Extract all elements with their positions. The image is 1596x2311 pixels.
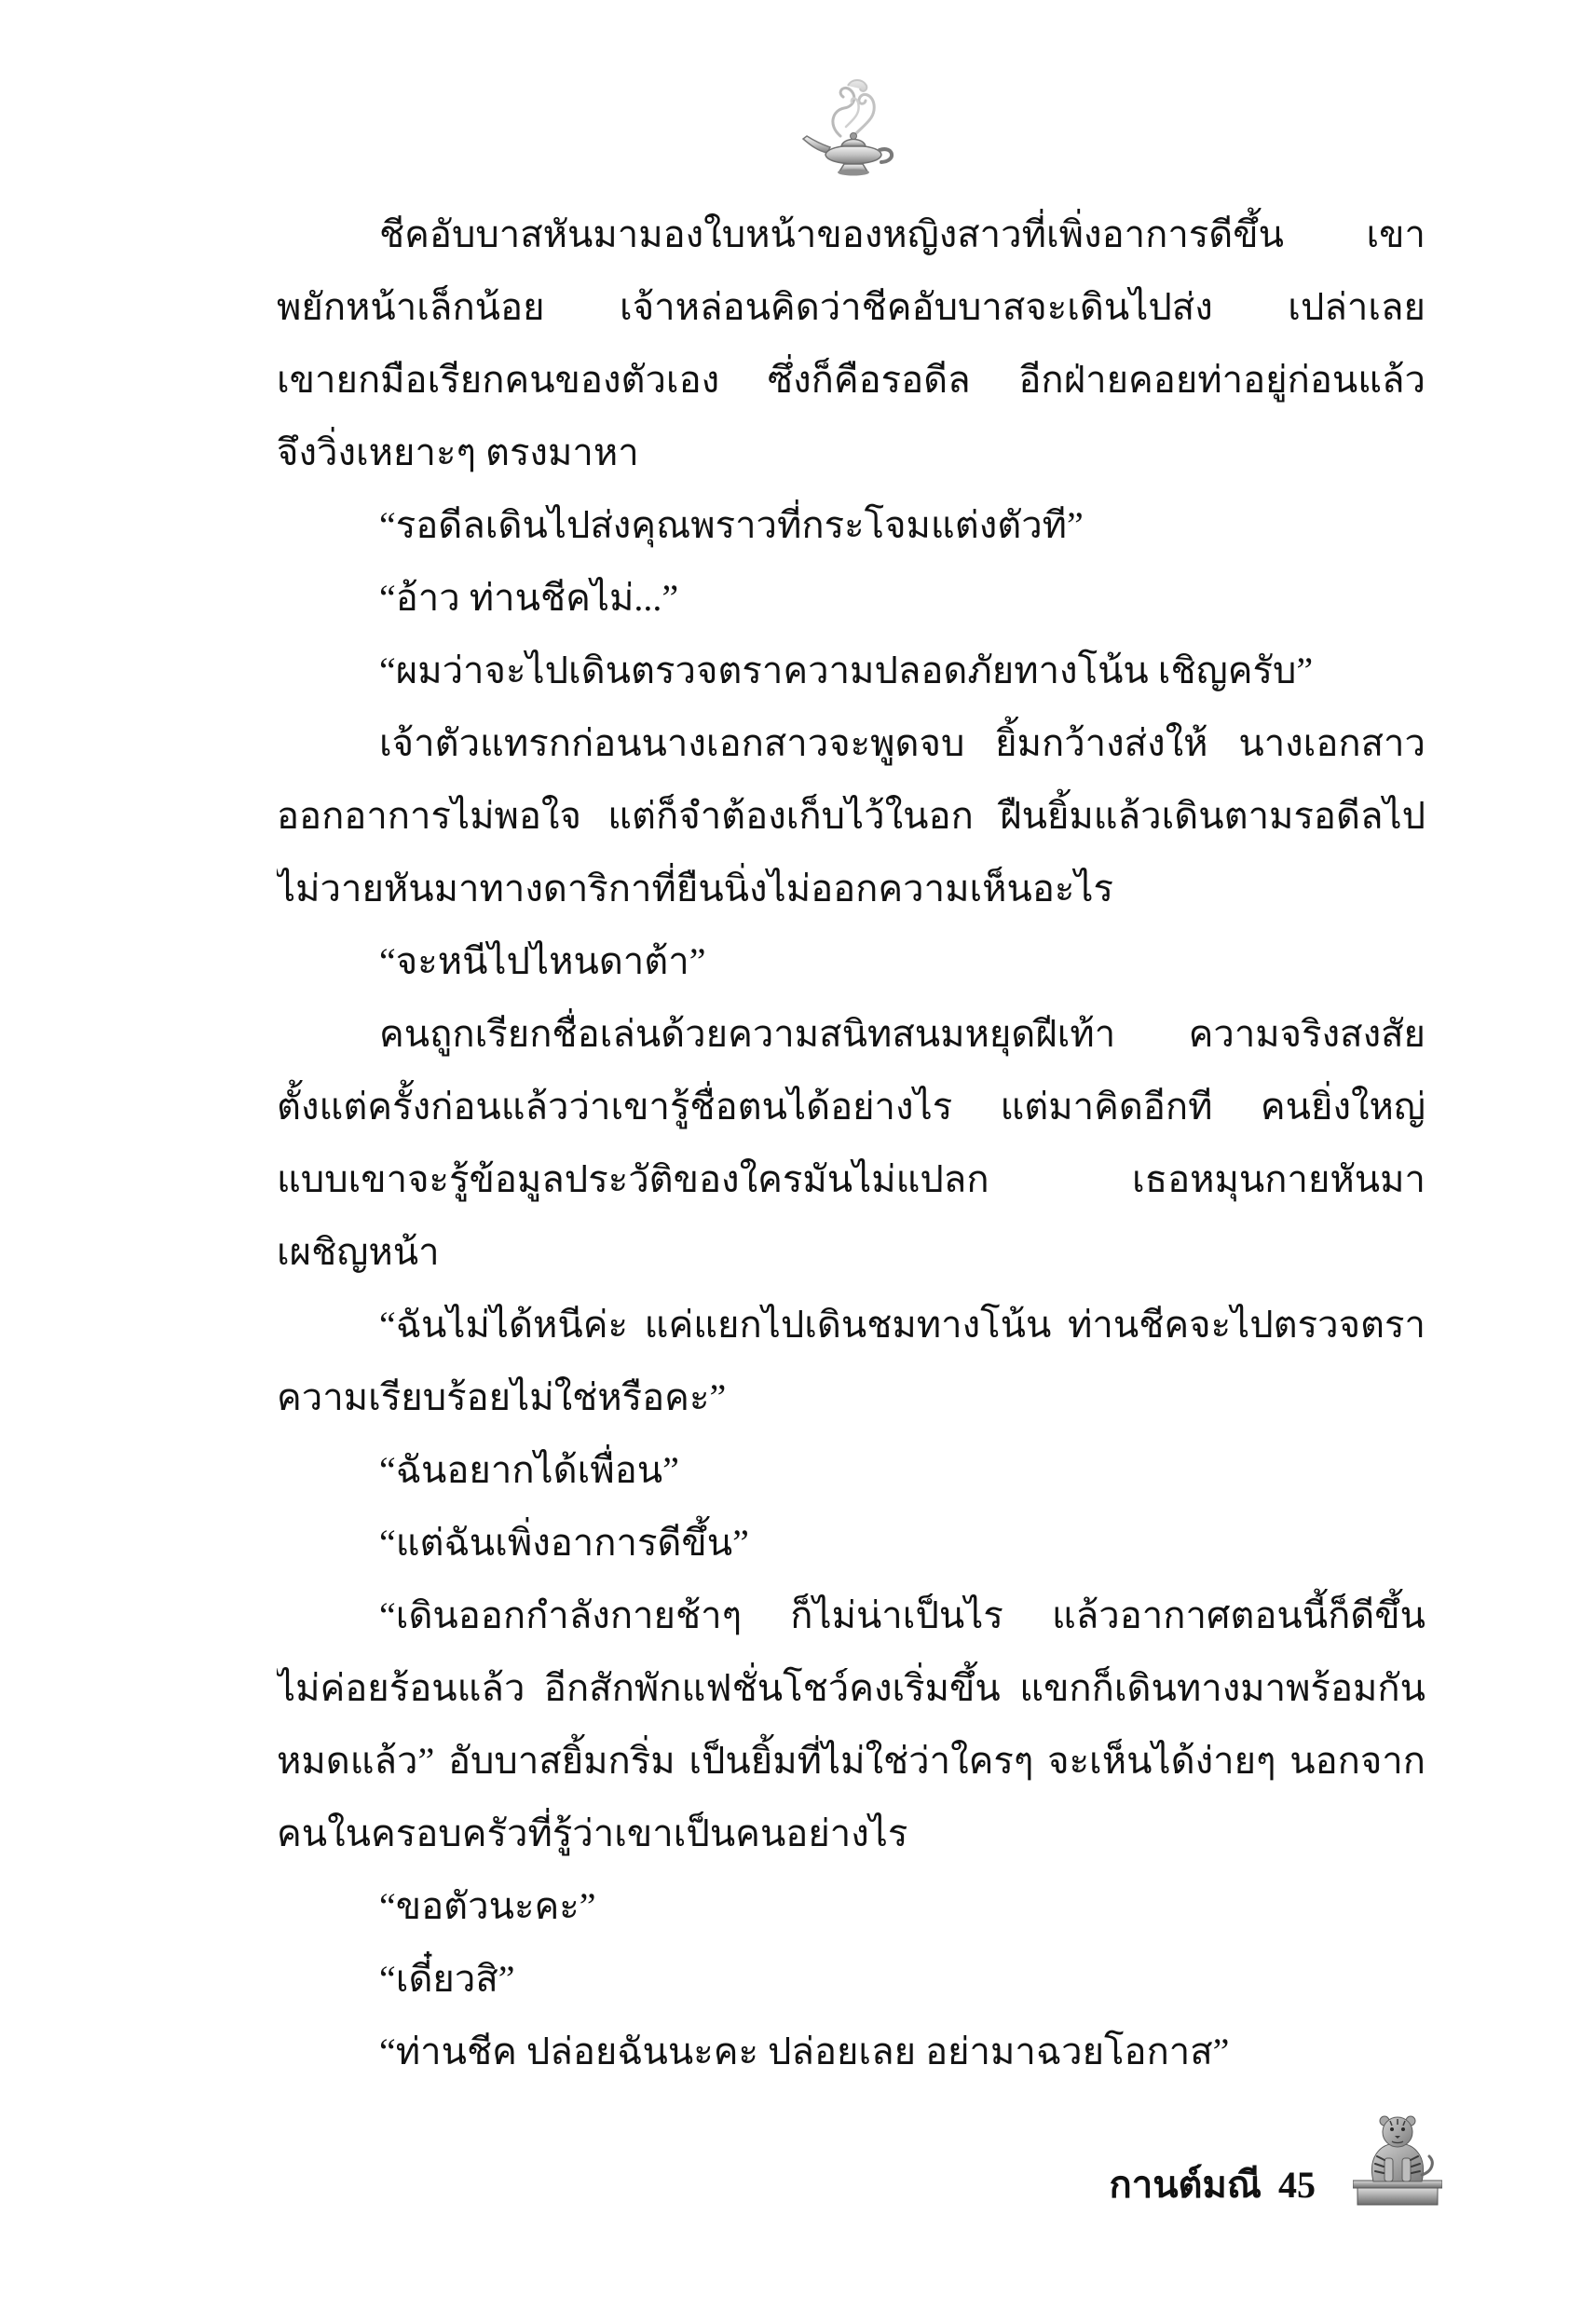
text-line: ไม่ค่อยร้อนแล้ว อีกสักพักแฟชั่นโชว์คงเริ่มขึ้น แขกก็เดินทางมาพร้อมกัน [277,1667,1425,1709]
paragraph [277,925,1425,998]
paragraph [277,489,1425,562]
text-line: “ท่านชีค ปล่อยฉันนะคะ ปล่อยเลย อย่ามาฉวยโอกาส” [379,2031,1230,2072]
text-line: “ฉันอยากได้เพื่อน” [379,1449,679,1491]
paragraph [277,1289,1425,1434]
text-line: เผชิญหน้า [277,1231,440,1273]
text-line: “รอดีลเดินไปส่งคุณพราวที่กระโจมแต่งตัวที” [379,504,1084,546]
tiger-statue-icon [1353,2110,1442,2207]
paragraph [277,1870,1425,1943]
paragraph [277,1579,1425,1870]
text-line: ชีคอับบาสหันมามองใบหน้าของหญิงสาวที่เพิ่งอาการดีขึ้น เขา [379,213,1425,255]
text-line: ความเรียบร้อยไม่ใช่หรือคะ” [277,1376,727,1418]
body-text [277,198,1425,2088]
paragraph [277,562,1425,635]
text-line: หมดแล้ว” อับบาสยิ้มกริ่ม เป็นยิ้มที่ไม่ใช่ว่าใครๆ จะเห็นได้ง่ายๆ นอกจาก [277,1740,1425,1782]
text-line: “เดี๋ยวสิ” [379,1958,515,2000]
paragraph [277,635,1425,707]
text-line: “แต่ฉันเพิ่งอาการดีขึ้น” [379,1522,749,1564]
paragraph [277,1943,1425,2016]
text-line: เขายกมือเรียกคนของตัวเอง ซึ่งก็คือรอดีล อีกฝ่ายคอยท่าอยู่ก่อนแล้ว [277,359,1425,401]
text-line: “ฉันไม่ได้หนีค่ะ แค่แยกไปเดินชมทางโน้น ท่านชีคจะไปตรวจตรา [379,1304,1425,1346]
text-line: เจ้าตัวแทรกก่อนนางเอกสาวจะพูดจบ ยิ้มกว้างส่งให้ นางเอกสาว [379,722,1425,764]
text-line: ตั้งแต่ครั้งก่อนแล้วว่าเขารู้ชื่อตนได้อย่างไร แต่มาคิดอีกที คนยิ่งใหญ่ [277,1086,1425,1128]
text-line: จึงวิ่งเหยาะๆ ตรงมาหา [277,431,639,473]
text-line: ออกอาการไม่พอใจ แต่ก็จำต้องเก็บไว้ในอก ฝืนยิ้มแล้วเดินตามรอดีลไป [277,795,1425,837]
text-line: “เดินออกกำลังกายช้าๆ ก็ไม่น่าเป็นไร แล้วอากาศตอนนี้ก็ดีขึ้น [379,1594,1425,1636]
text-line: “ขอตัวนะคะ” [379,1885,596,1927]
paragraph [277,998,1425,1289]
text-line: ไม่วายหันมาทางดาริกาที่ยืนนิ่งไม่ออกความเห็นอะไร [277,868,1114,909]
paragraph [277,707,1425,925]
paragraph [277,2016,1425,2088]
paragraph [277,198,1425,489]
magic-lamp-icon [799,75,904,179]
text-line: แบบเขาจะรู้ข้อมูลประวัติของใครมันไม่แปลก เธอหมุนกายหันมา [277,1158,1425,1200]
paragraph [277,1507,1425,1579]
page-number: 45 [1278,2164,1316,2206]
paragraph [277,1434,1425,1507]
text-line: คนถูกเรียกชื่อเล่นด้วยความสนิทสนมหยุดฝีเท้า ความจริงสงสัย [379,1013,1425,1055]
running-footer [1110,2160,1316,2210]
text-line: “จะหนีไปไหนดาต้า” [379,940,706,982]
text-line: คนในครอบครัวที่รู้ว่าเขาเป็นคนอย่างไร [277,1812,908,1854]
author-name: กานต์มณี [1109,2164,1262,2206]
text-line: พยักหน้าเล็กน้อย เจ้าหล่อนคิดว่าชีคอับบาสจะเดินไปส่ง เปล่าเลย [277,286,1425,328]
text-line: “อ้าว ท่านชีคไม่...” [379,577,679,619]
text-line: “ผมว่าจะไปเดินตรวจตราความปลอดภัยทางโน้น เชิญครับ” [379,650,1314,691]
